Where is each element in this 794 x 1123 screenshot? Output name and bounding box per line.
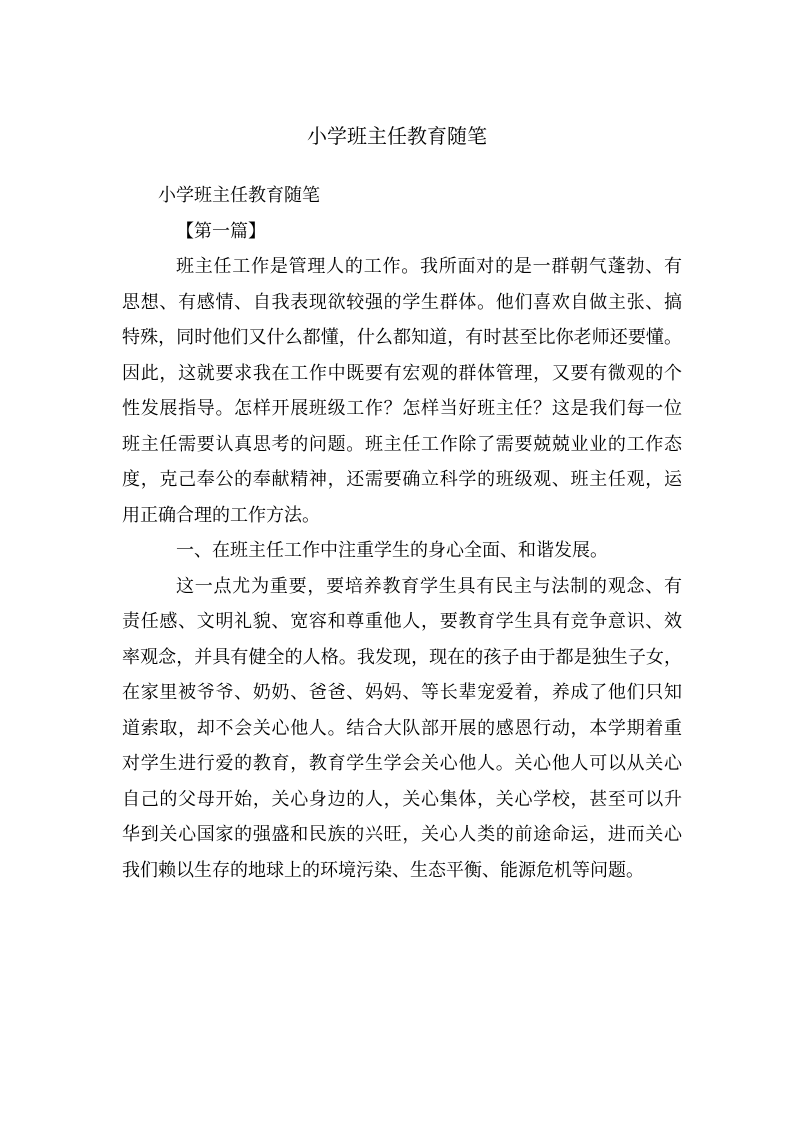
section-heading: 【第一篇】 — [176, 220, 266, 242]
paragraph-line: 在家里被爷爷、奶奶、爸爸、妈妈、等长辈宠爱着，养成了他们只知 — [122, 682, 682, 703]
paragraph-line: 性发展指导。怎样开展班级工作？怎样当好班主任？这是我们每一位 — [122, 398, 682, 419]
paragraph-line: 因此，这就要求我在工作中既要有宏观的群体管理，又要有微观的个 — [122, 362, 682, 384]
paragraph-line: 华到关心国家的强盛和民族的兴旺，关心人类的前途命运，进而关心 — [122, 824, 682, 845]
paragraph-line: 自己的父母开始，关心身边的人，关心集体，关心学校，甚至可以升 — [122, 788, 682, 810]
subtitle-line: 小学班主任教育随笔 — [158, 185, 320, 206]
paragraph-line: 对学生进行爱的教育，教育学生学会关心他人。关心他人可以从关心 — [122, 753, 682, 774]
paragraph-line: 班主任工作是管理人的工作。我所面对的是一群朝气蓬勃、有 — [176, 256, 682, 277]
paragraph-line: 率观念，并具有健全的人格。我发现，现在的孩子由于都是独生子女， — [122, 646, 682, 668]
paragraph-line: 责任感、文明礼貌、宽容和尊重他人，要教育学生具有竞争意识、效 — [122, 611, 682, 632]
paragraph-line: 我们赖以生存的地球上的环境污染、生态平衡、能源危机等问题。 — [122, 859, 644, 881]
paragraph-line: 特殊，同时他们又什么都懂，什么都知道，有时甚至比你老师还要懂。 — [122, 327, 682, 348]
document-title: 小学班主任教育随笔 — [307, 124, 487, 148]
paragraph-line: 这一点尤为重要，要培养教育学生具有民主与法制的观念、有 — [176, 575, 682, 597]
document-body — [122, 178, 682, 888]
section-heading: 一、在班主任工作中注重学生的身心全面、和谐发展。 — [176, 540, 608, 561]
paragraph-line: 用正确合理的工作方法。 — [122, 504, 320, 526]
paragraph-line: 道索取，却不会关心他人。结合大队部开展的感恩行动，本学期着重 — [122, 717, 682, 739]
paragraph-line: 度，克己奉公的奉献精神，还需要确立科学的班级观、班主任观，运 — [122, 469, 682, 490]
paragraph-line: 思想、有感情、自我表现欲较强的学生群体。他们喜欢自做主张、搞 — [122, 291, 682, 313]
paragraph-line: 班主任需要认真思考的问题。班主任工作除了需要兢兢业业的工作态 — [122, 433, 682, 455]
